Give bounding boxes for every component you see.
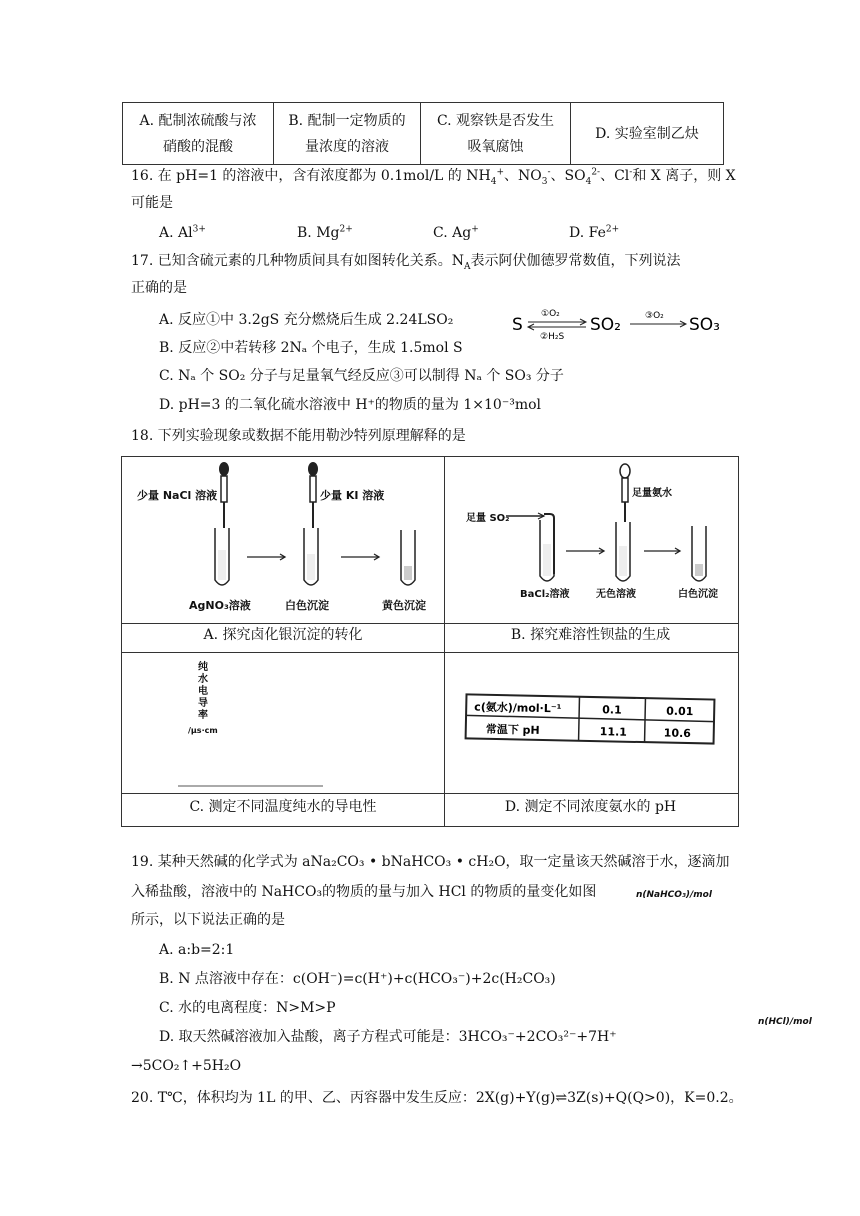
panel-a-label-nacl: 少量 NaCl 溶液	[137, 489, 218, 502]
table-cell-a: A. 配制浓硫酸与浓 硝酸的混酸	[123, 103, 274, 164]
panel-a-tube1: AgNO₃溶液	[189, 599, 251, 612]
nahco3-ylabel: n(NaHCO₃)/mol	[636, 890, 712, 900]
table-cell-c: C. 观察铁是否发生 吸氧腐蚀	[421, 103, 571, 164]
scheme-r1: ①O₂	[541, 309, 560, 319]
scheme-s: S	[512, 315, 523, 335]
conductivity-ylabel: 纯 水 电 导 率	[198, 662, 208, 721]
q19-line2: 入稀盐酸，溶液中的 NaHCO₃的物质的量与加入 HCl 的物质的量变化如图	[131, 884, 597, 900]
panel-a-tube3: 黄色沉淀	[382, 599, 426, 612]
panel-b-tube2: 无色溶液	[596, 589, 636, 600]
q19-option-d[interactable]: D. 取天然碱溶液加入盐酸，离子方程式可能是：3HCO₃⁻+2CO₃²⁻+7H⁺	[159, 1029, 617, 1045]
table-ph-1: 11.1	[599, 725, 628, 739]
q17-line1: 17. 已知含硫元素的几种物质间具有如图转化关系。$N_A$表示阿伏伽德罗常数值，下列说法	[131, 253, 681, 272]
q16-line1: 16. 在 pH=1 的溶液中，含有浓度都为 0.1mol/L 的 $NH_4^+$、$NO_3^-$、$SO_4^{2-}$、Cl-和 X 离子，则 X	[131, 167, 736, 187]
panel-b-tube3: 白色沉淀	[678, 589, 718, 600]
q16-option-c[interactable]: C. Ag+	[433, 224, 479, 241]
table-cell-d: D. 实验室制乙炔	[595, 125, 699, 142]
scheme-so2: SO₂	[590, 315, 621, 335]
q20-line1: 20. T℃，体积均为 1L 的甲、乙、丙容器中发生反应：2X(g)+Y(g)⇌3Z(s)+Q(Q>0)，K=0.2。	[131, 1090, 743, 1106]
dropper-2	[308, 462, 318, 528]
q17-option-b[interactable]: B. 反应②中若转移 2Nₐ 个电子，生成 1.5mol S	[159, 340, 463, 356]
panel-c-caption: C. 测定不同温度纯水的导电性	[189, 799, 377, 815]
panel-a-label-ki: 少量 KI 溶液	[320, 489, 385, 502]
panel-a-tube2: 白色沉淀	[285, 599, 329, 612]
panel-d-caption: D. 测定不同浓度氨水的 pH	[504, 799, 677, 815]
q19-option-b[interactable]: B. N 点溶液中存在：c(OH⁻)=c(H⁺)+c(HCO₃⁻)+2c(H₂CO₃)	[159, 971, 556, 987]
q16-option-b[interactable]: B. $Mg^{2+}$	[297, 224, 353, 241]
q17-option-a[interactable]: A. 反应①中 3.2gS 充分燃烧后生成 2.24LSO₂	[159, 312, 454, 328]
table-header-conc: c(氨水)/mol·L⁻¹	[474, 700, 562, 716]
q16-option-d[interactable]: D. $Fe^{2+}$	[569, 224, 620, 241]
q19-option-d-cont: →5CO₂↑+5H₂O	[131, 1058, 242, 1074]
conductivity-chart	[123, 652, 443, 792]
q16-line2: 可能是	[131, 195, 173, 211]
scheme-r2: ②H₂S	[540, 332, 565, 342]
table-header-ph: 常温下 pH	[485, 722, 540, 737]
q18-stem: 18. 下列实验现象或数据不能用勒沙特列原理解释的是	[131, 428, 466, 444]
panel-a-caption: A. 探究卤化银沉淀的转化	[203, 627, 363, 643]
scheme-r3: ③O₂	[645, 311, 664, 321]
options-table	[122, 102, 724, 165]
question-16	[131, 166, 771, 246]
scheme-so3: SO₃	[689, 315, 720, 335]
q19-line3: 所示，以下说法正确的是	[131, 912, 285, 928]
ammonia-ph-table	[462, 692, 720, 748]
nahco3-chart	[628, 888, 808, 1038]
sulfur-scheme	[508, 304, 728, 344]
table-ph-2: 10.6	[663, 726, 692, 741]
panel-b-label-so2: 足量 SO₂	[466, 513, 510, 524]
table-conc-2: 0.01	[666, 704, 694, 719]
q17-line2: 正确的是	[131, 280, 187, 296]
q17-option-c[interactable]: C. Nₐ 个 SO₂ 分子与足量氧气经反应③可以制得 Nₐ 个 SO₃ 分子	[159, 368, 564, 384]
q19-option-a[interactable]: A. a:b=2:1	[159, 942, 235, 958]
q16-option-a[interactable]: A. $Al^{3+}$	[159, 224, 206, 241]
nahco3-xlabel: n(HCl)/mol	[758, 1017, 812, 1027]
table-cell-b: B. 配制一定物质的 量浓度的溶液	[274, 103, 421, 164]
panel-b-label-ammonia: 足量氨水	[632, 488, 672, 499]
conductivity-yunit: /μs·cm	[188, 726, 218, 735]
panel-b-caption: B. 探究难溶性钡盐的生成	[510, 627, 671, 643]
dropper-1	[219, 462, 229, 528]
q19-option-c[interactable]: C. 水的电离程度：N>M>P	[159, 1000, 336, 1016]
q19-line1: 19. 某种天然碱的化学式为 aNa₂CO₃ • bNaHCO₃ • cH₂O，取一定量该天然碱溶于水，逐滴加	[131, 854, 730, 870]
q17-option-d[interactable]: D. pH=3 的二氧化硫水溶液中 H⁺的物质的量为 1×10⁻³mol	[159, 397, 542, 413]
table-conc-1: 0.1	[602, 703, 622, 717]
panel-b-tube1: BaCl₂溶液	[520, 589, 570, 600]
